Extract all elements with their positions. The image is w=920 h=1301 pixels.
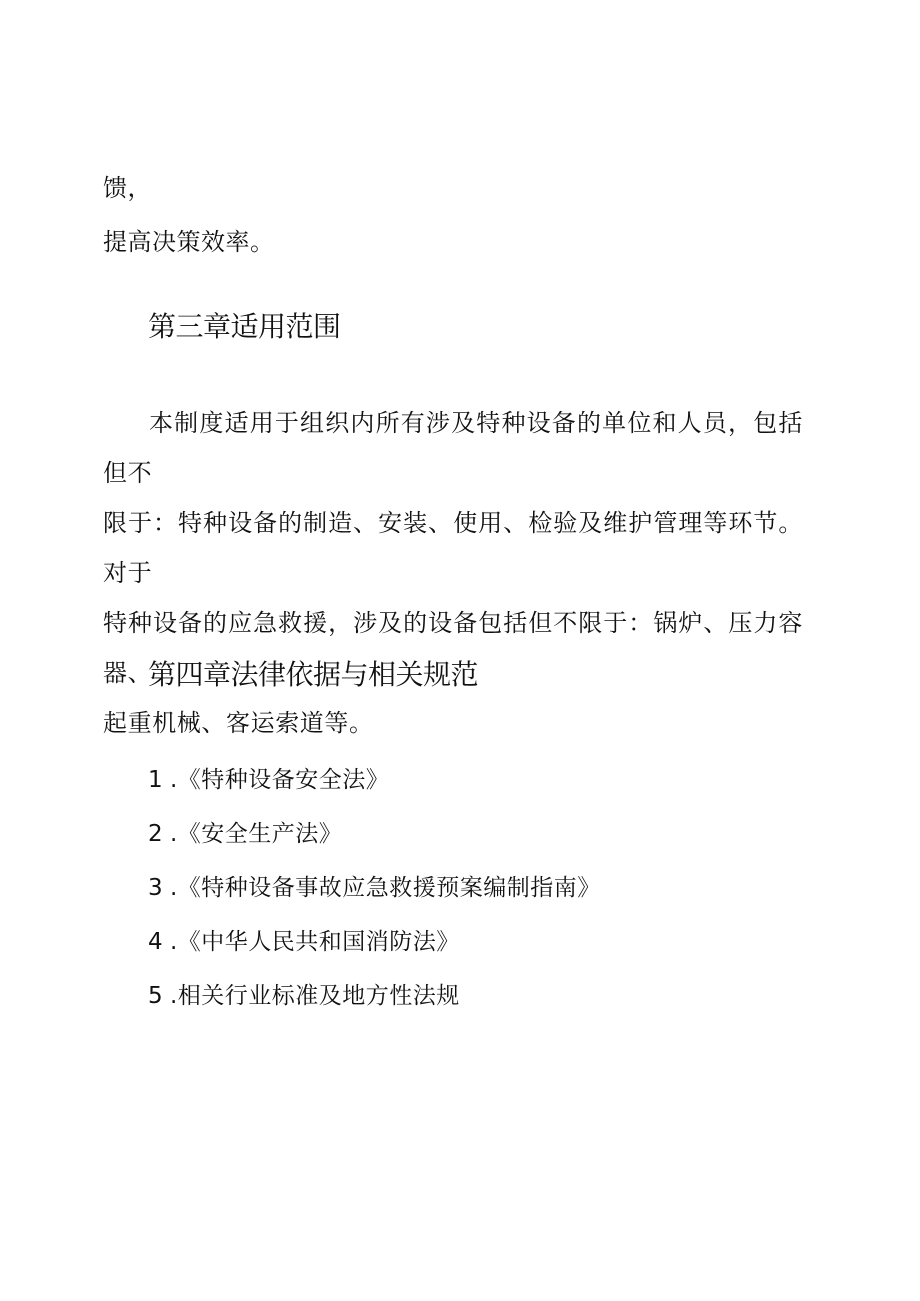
legal-basis-list [148, 753, 601, 1023]
chapter3-paragraph [103, 398, 803, 748]
list-item [148, 861, 601, 915]
list-item-text: .《特种设备安全法》 [170, 767, 390, 793]
list-item [148, 807, 601, 861]
fragment-line-1: 馈， [103, 174, 152, 202]
list-item-text: .《安全生产法》 [170, 821, 343, 847]
list-item-number: 5 [148, 983, 164, 1009]
chapter3-paragraph-line-4: 起重机械、客运索道等。 [103, 709, 374, 737]
list-item [148, 753, 601, 807]
chapter3-title: 第三章适用范围 [148, 310, 341, 343]
list-item-number: 3 [148, 875, 164, 901]
list-item-number: 4 [148, 929, 164, 955]
chapter4-title: 第四章法律依据与相关规范 [148, 658, 479, 691]
chapter3-paragraph-line-2: 限于：特种设备的制造、安装、使用、检验及维护管理等环节。对于 [103, 509, 803, 587]
chapter3-paragraph-line-3: 特种设备的应急救援，涉及的设备包括但不限于：锅炉、压力容器、 [103, 609, 803, 687]
list-item-number: 1 [148, 767, 164, 793]
list-item [148, 969, 601, 1023]
list-item-text: .《特种设备事故应急救援预案编制指南》 [170, 875, 601, 901]
list-item-text: .《中华人民共和国消防法》 [170, 929, 460, 955]
list-item-text: .相关行业标准及地方性法规 [170, 983, 460, 1009]
fragment-line-2: 提高决策效率。 [103, 228, 275, 256]
list-item-number: 2 [148, 821, 164, 847]
list-item [148, 915, 601, 969]
chapter3-paragraph-line-1: 本制度适用于组织内所有涉及特种设备的单位和人员，包括但不 [103, 409, 803, 487]
